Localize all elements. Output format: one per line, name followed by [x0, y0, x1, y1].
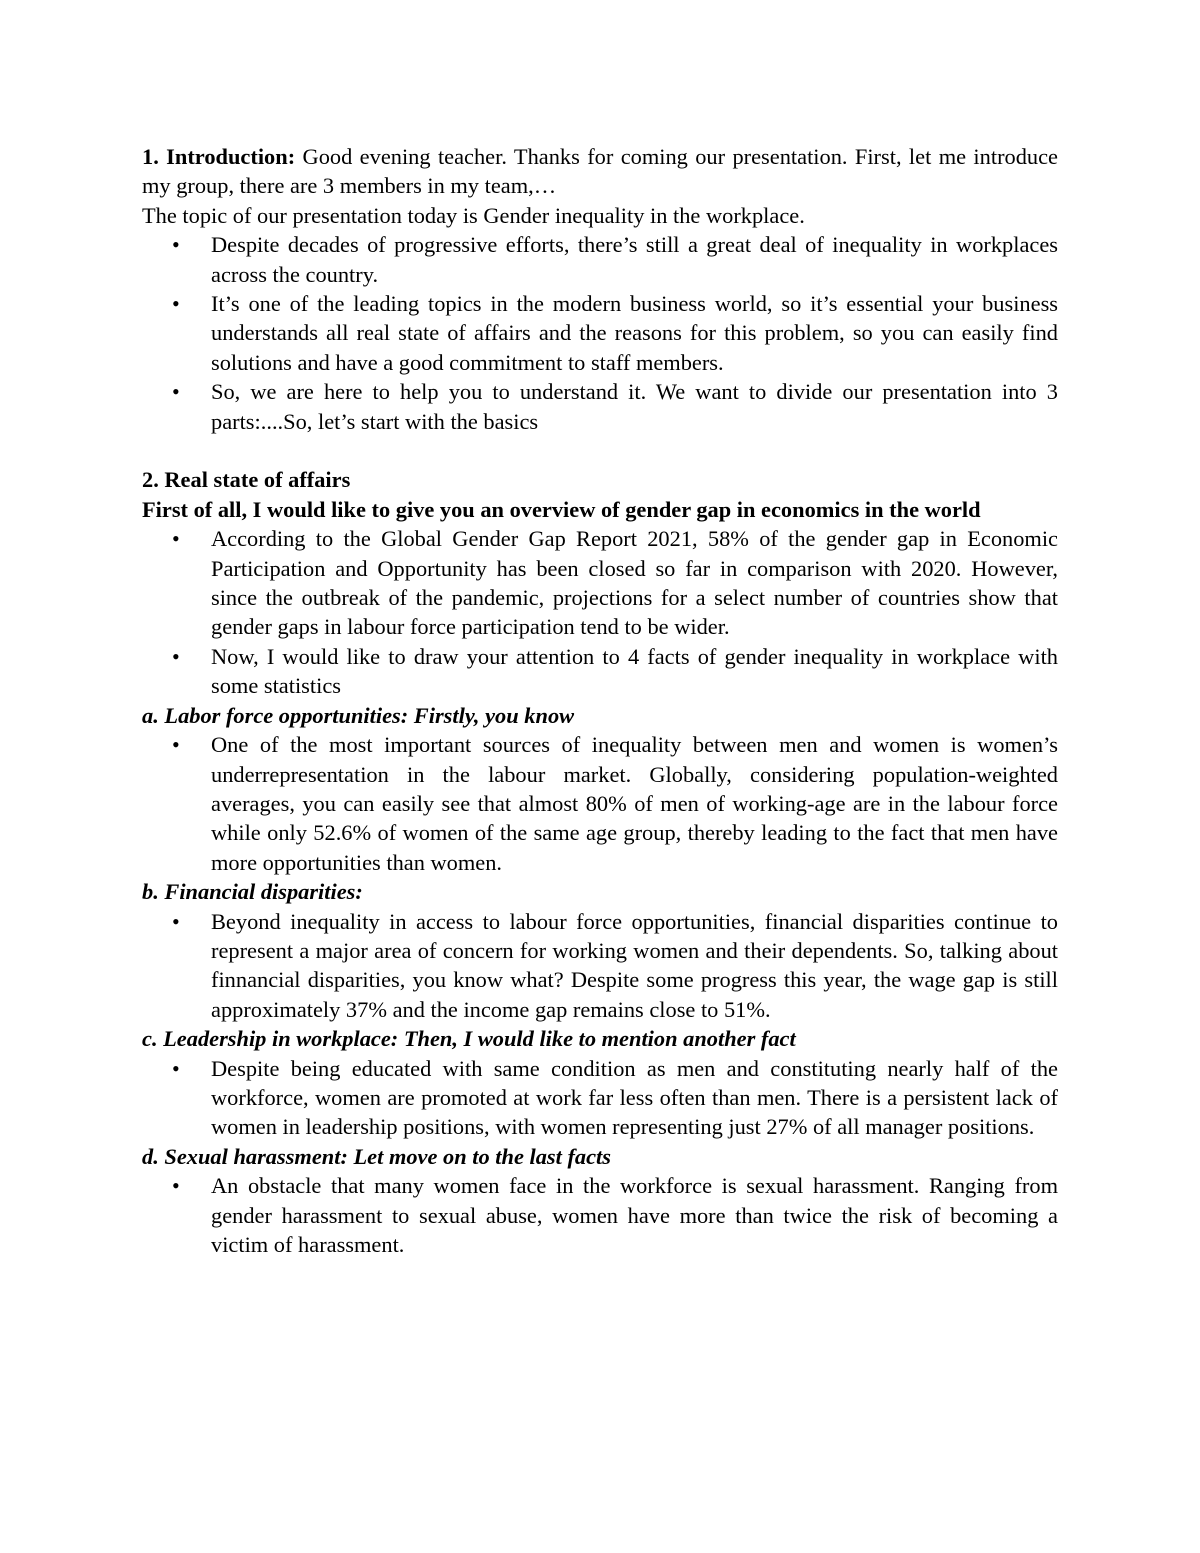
fact-d-heading: d. Sexual harassment: Let move on to the last facts	[142, 1143, 611, 1169]
intro-bullet-list	[142, 230, 1058, 436]
fact-d-bullet-list	[142, 1171, 1058, 1259]
intro-topic: The topic of our presentation today is Gender inequality in the workplace.	[142, 202, 805, 228]
intro-text: Good evening teacher. Thanks for coming our presentation. First, let me introduce my group, there are 3 members in my team,…	[142, 144, 1058, 199]
list-item: • So, we are here to help you to understand it. We want to divide our presentation into 3 parts:....So, let’s start with the basics	[211, 377, 1058, 436]
list-item: • Despite being educated with same condition as men and constituting nearly half of the workforce, women are promoted at work far less often than men. There is a persistent lack of women in leadership positions, with women representing just 27% of all manager positions.	[211, 1054, 1058, 1142]
fact-a-bullet-list	[142, 730, 1058, 877]
list-item: • An obstacle that many women face in the workforce is sexual harassment. Ranging from gender harassment to sexual abuse, women have more than twice the risk of becoming a victim of harassment.	[211, 1171, 1058, 1259]
real-state-heading: 2. Real state of affairs	[142, 467, 351, 493]
intro-heading: 1. Introduction:	[142, 144, 296, 169]
intro-paragraph	[142, 142, 1058, 201]
fact-b-heading: b. Financial disparities:	[142, 879, 363, 905]
real-state-subheading: First of all, I would like to give you an overview of gender gap in economics in the world	[142, 496, 981, 522]
list-item: • Despite decades of progressive efforts, there’s still a great deal of inequality in workplaces across the country.	[211, 230, 1058, 289]
list-item: • Now, I would like to draw your attention to 4 facts of gender inequality in workplace with some statistics	[211, 642, 1058, 701]
list-item: • Beyond inequality in access to labour force opportunities, financial disparities continue to represent a major area of concern for working women and their dependents. So, talking about finnancial disparities, you know what? Despite some progress this year, the wage gap is still approximately 37% and the income gap remains close to 51%.	[211, 907, 1058, 1025]
fact-a-heading: a. Labor force opportunities: Firstly, you know	[142, 702, 575, 728]
section-spacer	[142, 436, 1058, 465]
list-item: • One of the most important sources of inequality between men and women is women’s underrepresentation in the labour market. Globally, considering population-weighted averages, you can easily see that almost 80% of men of working-age are in the labour force while only 52.6% of women of the same age group, thereby leading to the fact that men have more opportunities than women.	[211, 730, 1058, 877]
fact-c-bullet-list	[142, 1054, 1058, 1142]
list-item: • It’s one of the leading topics in the modern business world, so it’s essential your business understands all real state of affairs and the reasons for this problem, so you can easily find solutions and have a good commitment to staff members.	[211, 289, 1058, 377]
fact-b-bullet-list	[142, 907, 1058, 1025]
real-state-bullet-list	[142, 524, 1058, 700]
fact-c-heading: c. Leadership in workplace: Then, I would like to mention another fact	[142, 1026, 796, 1052]
list-item: • According to the Global Gender Gap Report 2021, 58% of the gender gap in Economic Participation and Opportunity has been closed so far in comparison with 2020. However, since the outbreak of the pandemic, projections for a select number of countries show that gender gaps in labour force participation tend to be wider.	[211, 524, 1058, 642]
